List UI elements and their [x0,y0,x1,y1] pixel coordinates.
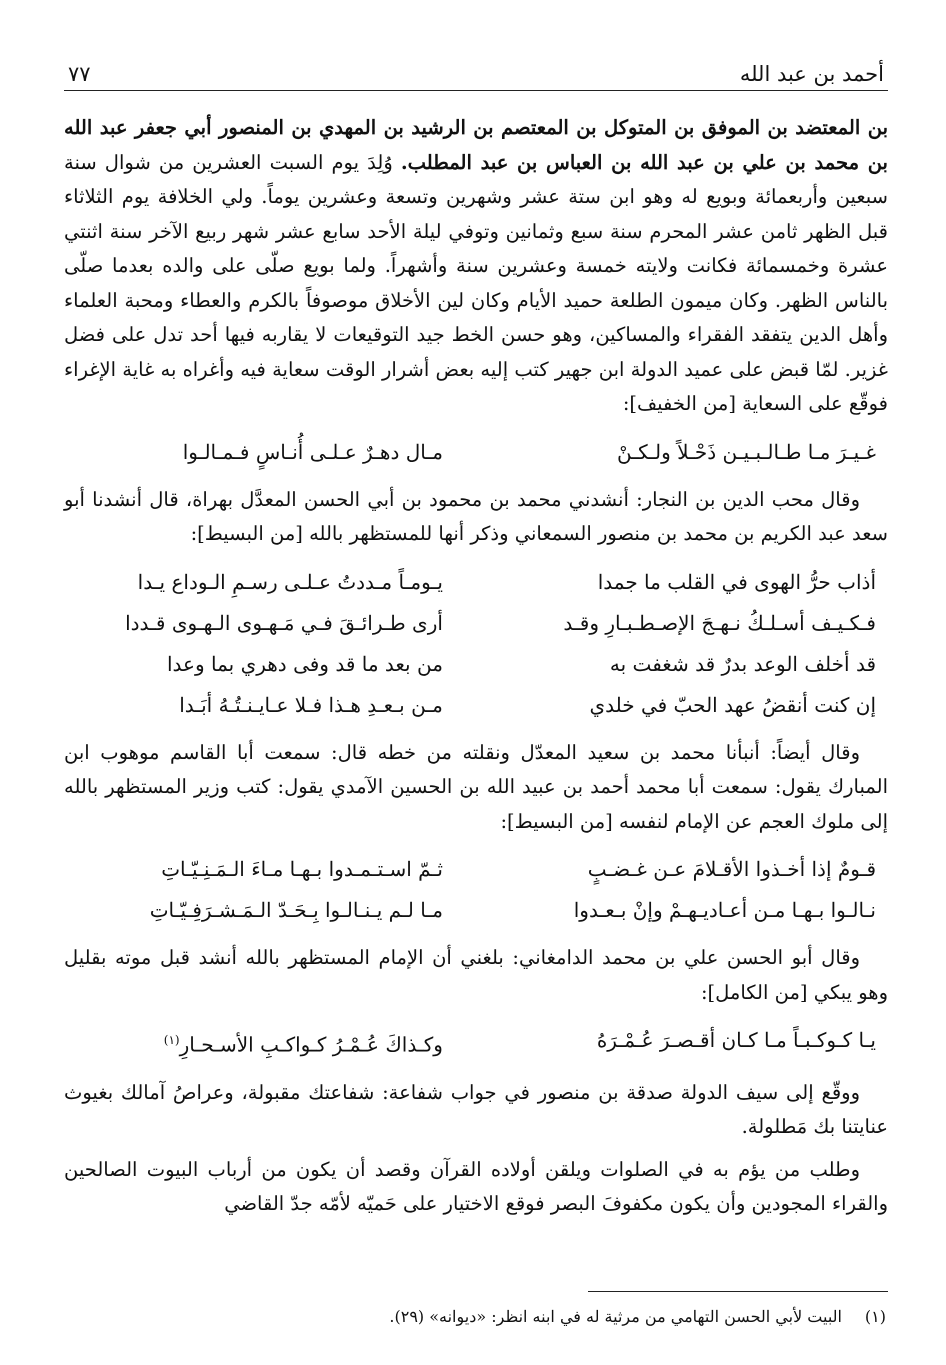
verse-second-hemistich: مـال دهـرٌ عـلـى أُنـاسٍ فـمـالـوا [182,439,443,464]
verse-line [64,644,888,685]
verse-second-hemistich: من بعد ما قد وفى دهري بما وعدا [166,651,443,676]
verse-block-khafif [64,432,888,473]
verse-block-basit-2 [64,849,888,931]
verse-first-hemistich: أذاب حرُّ الهوى في القلب ما جمدا [597,569,876,594]
verse-first-hemistich: غـيـرَ مـا طـالـبـيـن ذَحْـلاً ولـكـنْ [617,439,876,464]
verse-first-hemistich: يـا كـوكـبـاً مـا كـان أقـصـرَ عُـمْـرَهُ [596,1028,876,1052]
verse-block-basit-1 [64,562,888,726]
verse-line [64,432,888,473]
page-number: ٧٧ [68,62,91,86]
verse-line [64,562,888,603]
footnote-rule [588,1291,888,1292]
footnote [64,1304,886,1330]
paragraph-ibn-najjar: وقال محب الدين بن النجار: أنشدني محمد بن محمود بن أبي الحسن المعدَّل بهراة، قال أنشدنا أبو سعد عبد الكريم بن محمد بن منصور السمعاني وذكر أنها للمستظهر بالله [من البسيط]: [64,487,888,545]
verse-first-hemistich: إن كنت أنقضُ عهد الحبّ في خلدي [589,692,876,717]
paragraph-lineage [64,111,888,422]
verse-second-hemistich: ثـمّ اسـتـمـدوا بـهـا مـاءَ الـمَـنِـيّـاتِ [161,857,443,881]
verse-second-hemistich-text: وكـذاكَ عُـمْـرُ كـواكـبِ الأسـحـارِ [179,1032,443,1057]
verse-line [64,849,888,890]
paragraph-imam-search: وطلب من يؤم به في الصلوات ويلقن أولاده القرآن وقصد أن يكون من أرباب البيوت الصالحين والقراء المجودين وأن يكون مكفوفَ البصر فوقع الاختيار على حَميّه لأمّه جدّ القاضي [64,1157,888,1216]
verse-second-hemistich: مـن بـعـدِ هـذا فـلا عـايـنـتُـهُ أبَـدا [179,692,443,717]
verse-second-hemistich: أرى طـرائـقَ فـي مَـهـوى الـهـوى قـددا [125,610,443,635]
paragraph-damghani: وقال أبو الحسن علي بن محمد الدامغاني: بلغني أن الإمام المستظهر بالله أنشد قبل موته بقليل وهو يبكي [من الكامل]: [64,946,888,1004]
footnote-number: (١) [864,1307,886,1326]
paragraph-sayf-al-dawla: ووقّع إلى سيف الدولة صدقة بن منصور في جواب شفاعة: شفاعتك مقبولة، وعراصُ آمالك بغيوث عنايتنا بك مَطلولة. [64,1080,888,1139]
verse-block-kamil [64,1020,888,1066]
verse-first-hemistich: نـالـوا بـهـا مـن أعـاديـهـمْ وإنْ بـعـدوا [573,898,876,922]
header-rule [64,90,888,91]
verse-line [64,685,888,726]
verse-line [64,1020,888,1066]
verse-second-hemistich [74,1020,443,1066]
verse-first-hemistich: قد أخلف الوعد بدرٌ قد شغفت به [609,651,876,676]
verse-first-hemistich: قـومٌ إذا أخـذوا الأقـلامَ عـن غـضـبٍ [587,857,876,881]
paragraph-mawhub: وقال أيضاً: أنبأنا محمد بن سعيد المعدّل ونقلته من خطه قال: سمعت أبا القاسم موهوب ابن المبارك يقول: سمعت أبا محمد أحمد بن عبيد الله بن الحسين الآمدي يقول: كتب وزير المستظهر بالله إلى ملوك العجم عن الإمام لنفسه [من البسيط]: [64,740,888,833]
verse-line [64,890,888,931]
lineage-bold-text: بن المعتضد بن الموفق بن المتوكل بن المعتصم بن الرشيد بن المهدي بن المنصور أبي جعفر عبد الله بن محمد بن علي بن عبد الله بن العباس بن عبد المطلب. [64,116,888,174]
verse-line [64,603,888,644]
verse-second-hemistich: مـا لـم يـنـالـوا بِـحَـدّ الـمَـشـرَفِـيّـاتِ [149,898,443,922]
running-title: أحمد بن عبد الله [739,62,884,86]
footnote-marker: (١) [163,1033,180,1047]
footnote-text: البيت لأبي الحسن التهامي من مرثية له في ابنه انظر: «ديوانه» (٢٩). [389,1307,842,1326]
verse-first-hemistich: فـكـيـف أسـلـكُ نـهـجَ الإصـطـبـارِ وقـد [563,610,876,635]
running-head [64,40,888,86]
paragraph-lineage-rest: وُلِدَ يوم السبت العشرين من شوال سنة سبعين وأربعمائة وبويع له وهو ابن ستة عشر وشهرين وتسعة وعشرين يوماً. ولي الخلافة يوم الثلاثاء قبل الظهر ثامن عشر المحرم سنة سبع وثمانين وتوفي ليلة الأحد سابع عشر شهر ربيع الآخر سنة اثنتي عشرة وخمسمائة فكانت ولايته خمسة وعشرين سنة وأشهراً. ولما بويع صلّى على والده بعدما صلّى بالناس الظهر. وكان ميمون الطلعة حميد الأيام وكان لين الأخلاق موصوفاً بالكرم والعطاء ومحبة العلماء وأهل الدين يتفقد الفقراء والمساكين، وهو حسن الخط جيد التوقيعات لا يقاربه فيها أحد تدل على فضل غزير. لمّا قبض على عميد الدولة ابن جهير كتب إليه بعض أشرار الوقت سعاية فيه وأغراه به غاية الإغراء فوقّع على السعاية [من الخفيف]: [64,150,888,415]
verse-second-hemistich: يـومـاً مـددتُ عـلـى رسـمِ الـوداع يـدا [137,569,443,594]
